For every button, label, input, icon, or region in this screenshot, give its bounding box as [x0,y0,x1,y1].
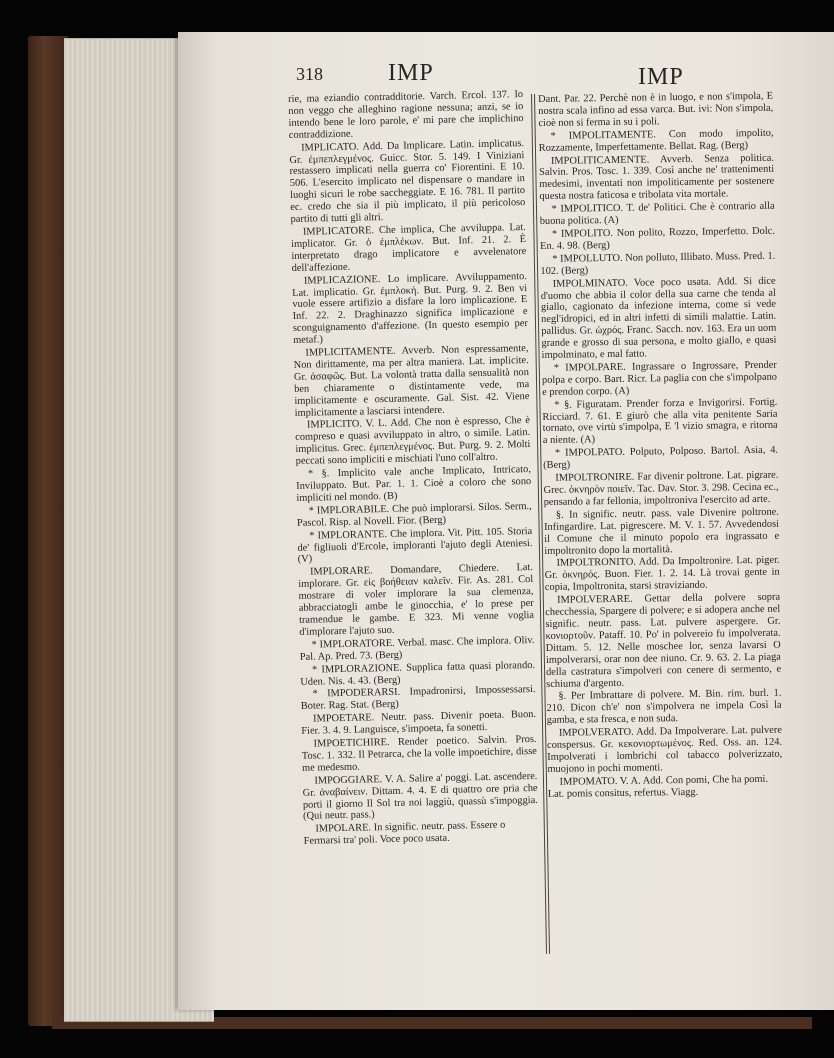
entry-paragraph: * IMPLORANTE. Che implora. Vit. Pitt. 105. Storia de' figliuoli d'Ercole, imploranti l'ajuto degli Ateniesi. (V) [297,525,533,566]
entry-paragraph: * §. Implicito vale anche Implicato, Intricato, Inviluppato. But. Par. 1. 1. Cioè a coloro che sono impliciti nel mondo. (B) [296,464,532,504]
book-cover [28,36,68,1026]
page-number: 318 [296,64,323,84]
entry-paragraph: IMPLICITO. V. L. Add. Che non è espresso, Che è compreso e quasi avviluppato in altro, o simile. Latin. implicitus. Grec. ἐμπεπλεγμένος. But. Purg. 9. 2. Molti peccati sono impliciti e mischiati l'uno coll'altro. [295,415,531,468]
entry-paragraph: * IMPOLLUTO. Non polluto, Illibato. Muss. Pred. 1. 102. (Berg) [540,250,776,277]
entry-paragraph: IMPOLITICAMENTE. Avverb. Senza politica. Salvin. Pros. Tosc. 1. 339. Così anche ne' trattenimenti medesimi, inventati non impoliticamente per sostenere questa nostra faticosa e tribolata vita mortale. [539,152,775,203]
entry-paragraph: IMPOLVERATO. Add. Da Impolverare. Lat. pulvere conspersus. Gr. κεκονιορτωμένος. Red. Oss. an. 124. Impolverati i lombrichi col tabacco polverizzato, muojono in pochi momenti. [547,724,783,775]
entry-paragraph: §. Per Imbrattare di polvere. M. Bin. rim. burl. 1. 210. Dicon ch'e' non s'impolvera ne impela Così la gamba, e sta fresca, e non suda. [546,688,782,727]
entry-paragraph: §. In signific. neutr. pass. vale Divenire poltrone. Infingardire. Lat. pigrescere. M. V. 1. 57. Avvedendosi il Comune che il minuto popolo era ingrassato e impoltronito dopo la mortalità. [543,506,780,557]
entry-paragraph: * IMPLORAZIONE. Supplica fatta quasi plorando. Uden. Nis. 4. 43. (Berg) [300,659,536,688]
entry-paragraph: rie, ma eziandio contradditorie. Varch. Ercol. 137. Io non veggo che alleghino ragione nessuna; anzi, se io intendo bene le loro parole, e' mi pare che implichino contraddizione. [288,89,524,141]
entry-paragraph: IMPLICATORE. Che implica, Che avviluppa. Lat. implicator. Gr. ὁ ἐμπλέκων. But. Inf. 21. 2. È interpretato drago implicatore e avvelenatore dell'affezione. [291,222,527,274]
entry-paragraph: IMPOETARE. Neutr. pass. Divenir poeta. Buon. Fier. 3. 4. 9. Languisce, s'impoeta, fa sonetti. [301,709,537,737]
book [28,32,834,1032]
entry-paragraph: * IMPOLITAMENTE. Con modo impolito, Rozzamente, Imperfettamente. Bellat. Rag. (Berg) [538,127,774,154]
entry-paragraph: IMPLORARE. Domandare, Chiedere. Lat. implorare. Gr. εἰς βοήθειαν καλεῖν. Fir. As. 281. Col mostrare di voler implorare la sua clemenza, abbracciatogli ambe le ginocchia, e' lo prese per tramendue le gambe. E 323. Mi venne voglia d'implorare l'ajuto suo. [298,562,535,638]
entry-paragraph: IMPLICAZIONE. Lo implicare. Avviluppamento. Lat. implicatio. Gr. ἐμπλοκή. But. Purg. 9. 2. Ben vi vuole essere artifizio a disfare la loro implicazione. E Inf. 22. 2. Draghinazzo significa implicazione e sconguignamento d'affezione. (In questo esempio per metaf.) [292,270,528,347]
entry-paragraph: IMPOETICHIRE. Render poetico. Salvin. Pros. Tosc. 1. 332. Il Petrarca, che la volle impoetichire, disse me medesmo. [301,733,537,774]
entry-paragraph: IMPLICITAMENTE. Avverb. Non espressamente, Non dirittamente, ma per altra maniera. Lat. implicite. Gr. ἀσαφῶς. But. La volontà tratta dalla sensualità non ben chiaramente o distintamente vede, ma implicitamente e oscuramente. Gal. Sist. 42. Viene implicitamente a lasciarsi intendere. [293,343,530,419]
entry-paragraph: IMPLICATO. Add. Da Implicare. Latin. implicatus. Gr. ἐμπεπλεγμένος. Guicc. Stor. 5. 149. I Viniziani restassero implicati nella guerra co' Fiorentini. E 10. 506. L'esercito implicato nel dispensare o mandare in luoghi sicuri le robe saccheggiate. E 16. 781. Il partito ec. credo che sia il più implicato, il più pericoloso partito di tutti gli altri. [289,137,526,226]
left-column [288,89,541,960]
entry-paragraph: IMPOLTRONIRE. Far divenir poltrone. Lat. pigrare. Grec. ὀκνηρὸν ποιεῖν. Tac. Dav. Stor. 3. 298. Cecina ec., pensando a far fellonia, impoltroniva l'esercito ad arte. [543,469,779,508]
left-column-heading: IMP [388,60,434,86]
entry-paragraph: * IMPODERARSI. Impadronirsi, Impossessarsi. Boter. Rag. Stat. (Berg) [300,684,536,713]
entry-paragraph: IMPOLVERARE. Gettar della polvere sopra checchessia, Spargere di polvere; e si adopera anche nel signific. neutr. pass. Lat. pulvere aspergere. Gr. κονιορτοῦν. Pataff. 10. Po' in polvereio fu impolverata. Dittam. 5. 12. Nelle moschee lor, senza lavarsi O impolverarsi, orar non dee niuno. Cr. 9. 63. 2. La piaga della castratura s'impolveri con cenere di sermento, e schiuma d'argento. [545,591,782,690]
right-column [538,91,785,960]
entry-paragraph: IMPOLMINATO. Voce poco usata. Add. Si dice d'uomo che abbia il color della sua carne che tenda al giallo, cagionato da infezione interna, come si vede negl'idropici, ed in altri infetti di simili malattie. Latin. pallidus. Gr. ὠχρός. Franc. Sacch. nov. 163. Era un uom grande e grosso di sua persona, e molto giallo, e quasi impolminato, e mal fatto. [540,275,777,362]
entry-paragraph: * IMPLORABILE. Che può implorarsi. Silos. Serm., Pascol. Risp. al Novell. Fior. (Berg) [296,500,532,529]
dictionary-page [178,32,834,1010]
entry-paragraph: * IMPOLITICO. T. de' Politici. Che è contrario alla buona politica. (A) [539,200,775,228]
entry-paragraph: * IMPOLITO. Non polito, Rozzo, Imperfetto. Dolc. En. 4. 98. (Berg) [540,225,776,252]
page-header [178,60,834,90]
entry-paragraph: IMPOGGIARE. V. A. Salire a' poggi. Lat. ascendere. Gr. ἀναβαίνειν. Dittam. 4. 4. E di quattro ore pria che porti il giorno Il Sol tra noi laggiù, quassù s'impoggia. (Qui neutr. pass.) [302,770,538,823]
entry-paragraph: IMPOLTRONITO. Add. Da Impoltronire. Lat. piger. Gr. ὀκνηρός. Buon. Fier. 1. 2. 14. Là trovai gente in copia, Impoltronita, starsi straviziando. [544,555,780,594]
entry-paragraph: IMPOMATO. V. A. Add. Con pomi, Che ha pomi. Lat. pomis consitus, refertus. Viagg. [547,773,769,800]
entry-paragraph: * IMPOLPARE. Ingrassare o Ingrossare, Prender polpa e corpo. Bart. Ricr. La paglia con che s'impolpano e prendon corpo. (A) [541,359,778,398]
entry-paragraph: * §. Figuratam. Prender forza e Invigorirsi. Fortig. Ricciard. 7. 61. E giurò che alla vita penitente Saria tornato, ove virtù s'impolpa, E 'l vizio smagra, e ritorna a niente. (A) [542,396,778,447]
entry-paragraph: * IMPOLPATO. Polputo, Polposo. Bartol. Asia, 4. (Berg) [543,444,779,472]
right-column-heading: IMP [638,64,684,90]
entry-paragraph: * IMPLORATORE. Verbal. masc. Che implora. Oliv. Pal. Ap. Pred. 73. (Berg) [299,634,535,663]
entry-paragraph: Dant. Par. 22. Perchè non è in luogo, e non s'impola, E nostra scala infino ad essa varca. But. ivi: Non s'impola, cioè non si ferma in su i poli. [538,90,774,129]
entry-paragraph: IMPOLARE. In signific. neutr. pass. Essere o Fermarsi tra' poli. Voce poco usata. [303,819,506,848]
